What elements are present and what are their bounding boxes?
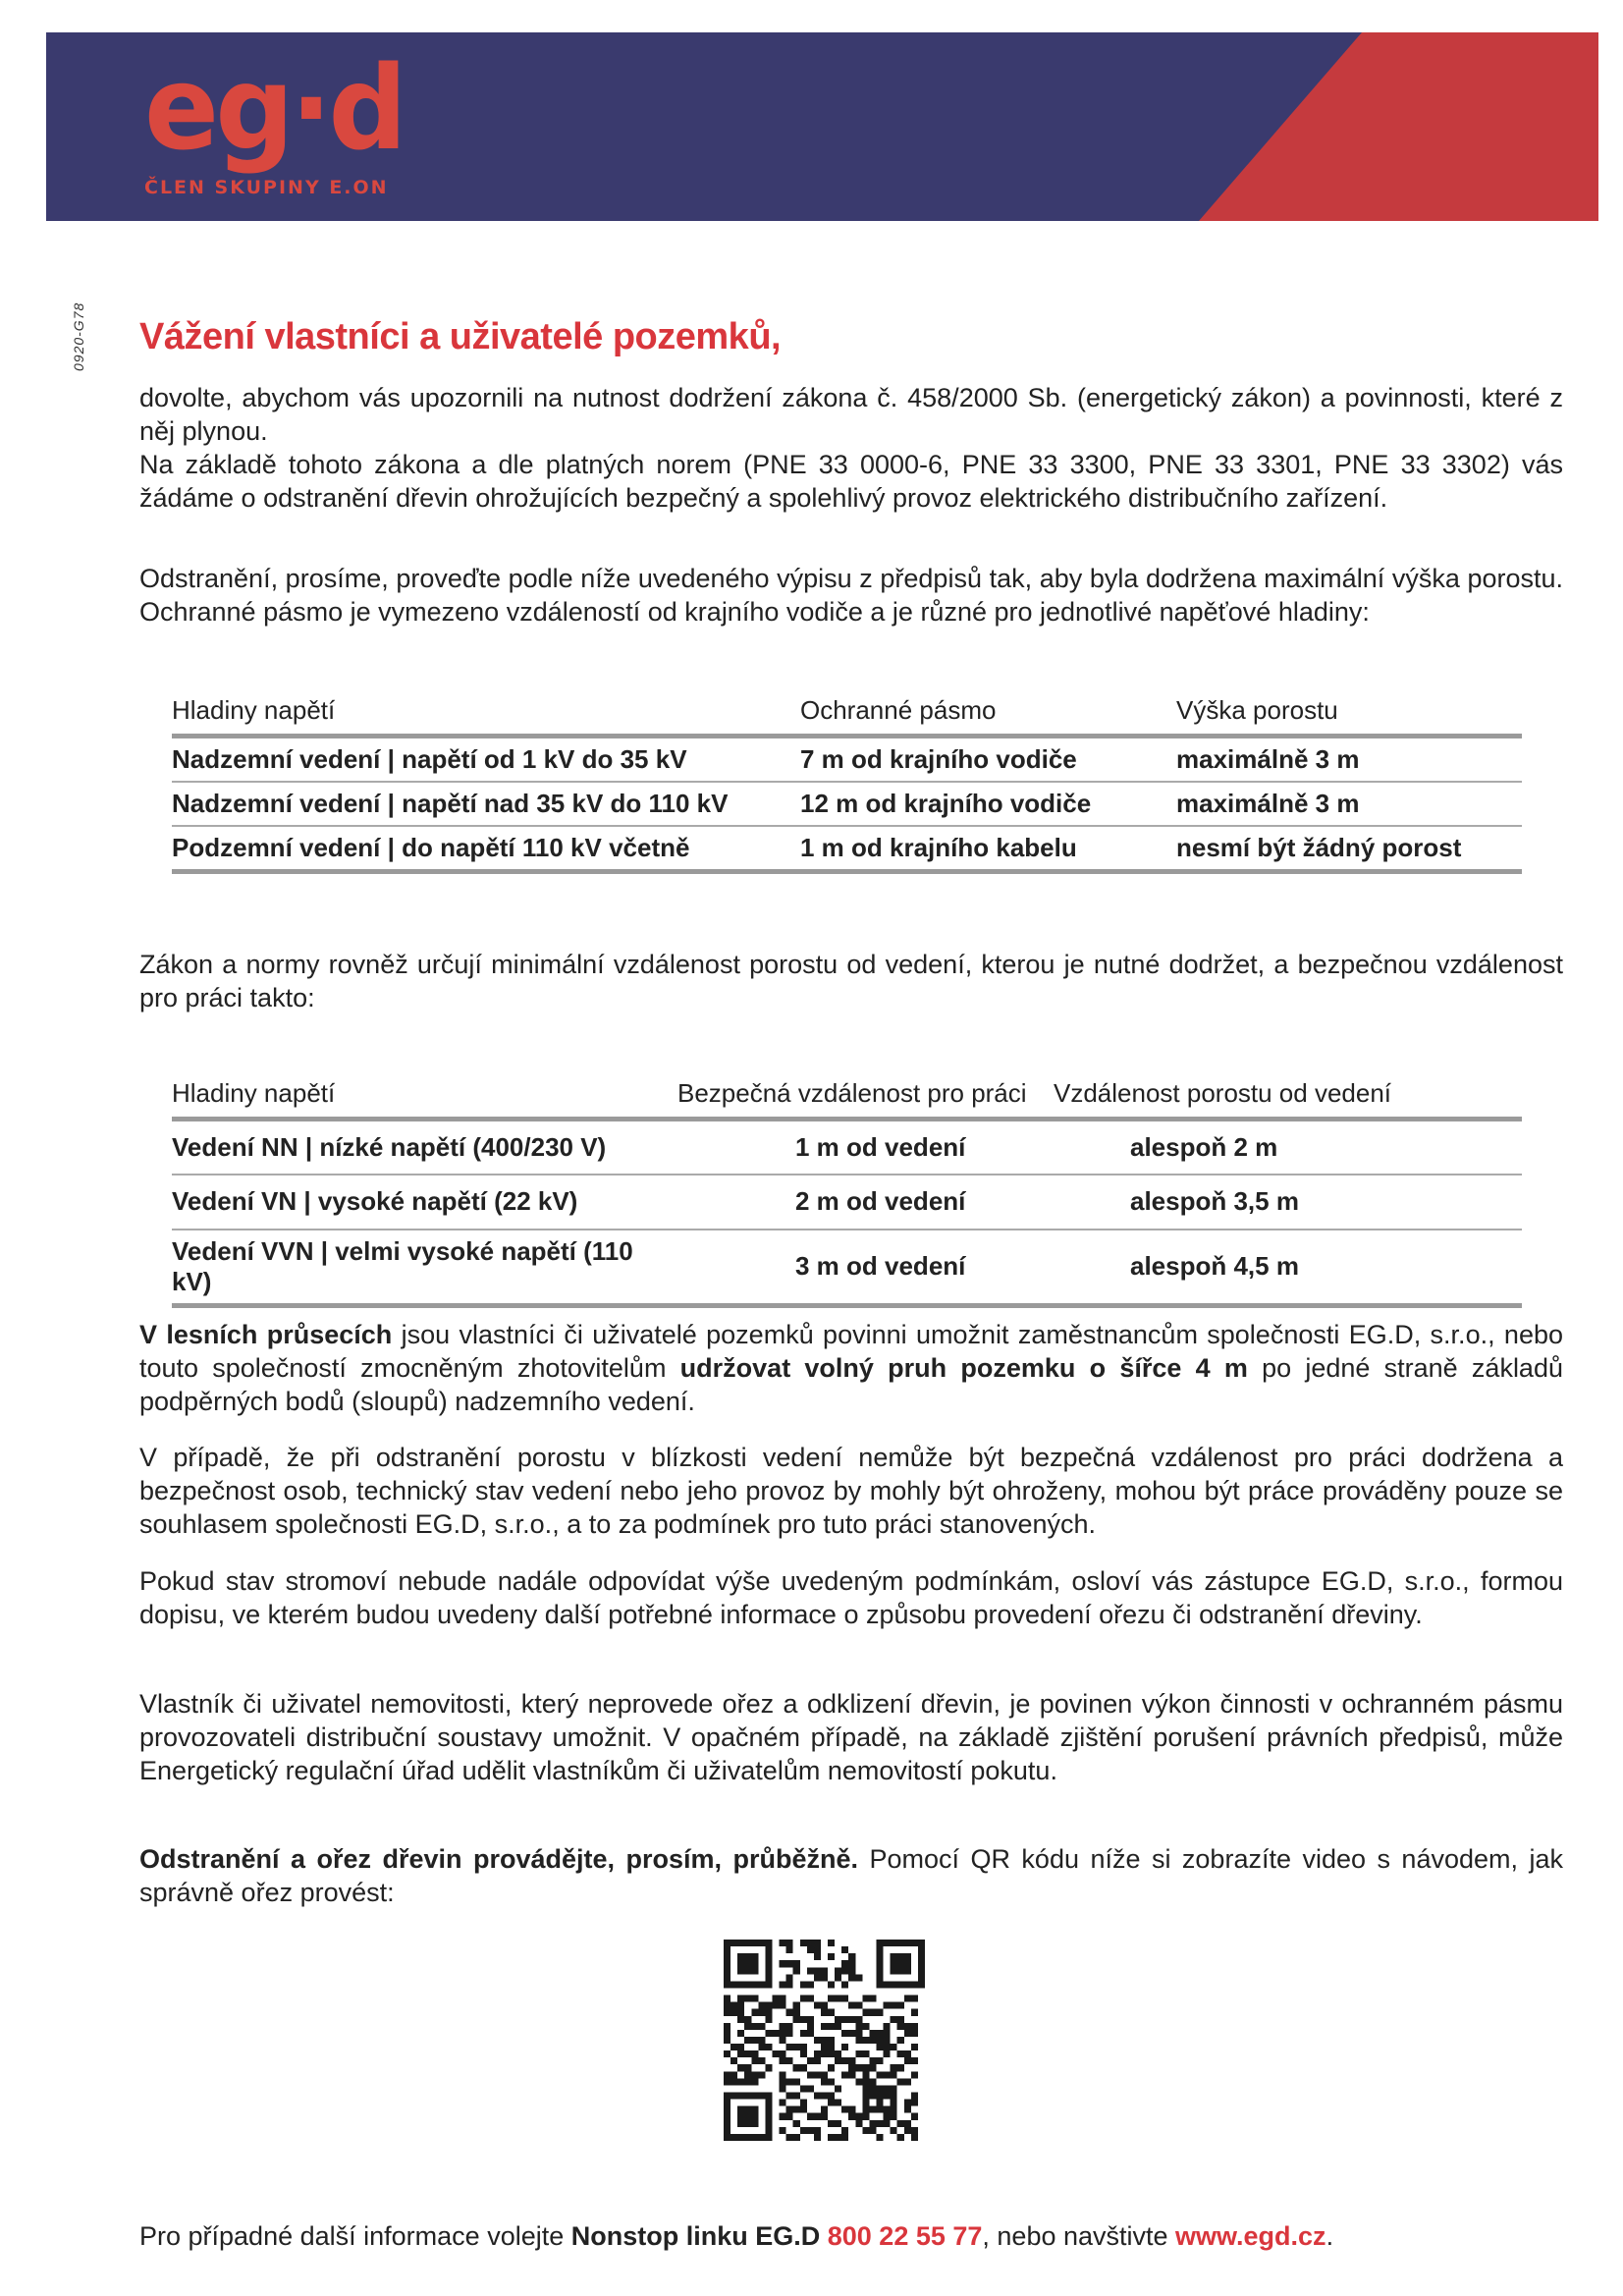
document-code: 0920-G78 bbox=[71, 301, 86, 371]
table-cell: Nadzemní vedení | napětí nad 35 kV do 110 kV bbox=[172, 789, 729, 818]
phone-number-link[interactable]: 800 22 55 77 bbox=[827, 2221, 983, 2251]
table-header: Vzdálenost porostu od vedení bbox=[1054, 1078, 1392, 1108]
footer-text: Pro případné další informace volejte bbox=[139, 2221, 571, 2251]
table-cell: Podzemní vedení | do napětí 110 kV včetně bbox=[172, 833, 690, 862]
table-cell: 2 m od vedení bbox=[795, 1186, 966, 1216]
table-cell: Nadzemní vedení | napětí od 1 kV do 35 kV bbox=[172, 744, 687, 774]
website-link[interactable]: www.egd.cz bbox=[1175, 2221, 1326, 2251]
table-cell: Vedení VVN | velmi vysoké napětí (110 kV) bbox=[172, 1235, 633, 1296]
text: po jedné straně základů podpěrných bodů (sloupů) nadzemního vedení. bbox=[139, 1353, 1563, 1416]
table-row bbox=[172, 826, 1522, 872]
paragraph-penalty: Vlastník či uživatel nemovitosti, který neprovede ořez a odklizení dřevin, je povinen výkon činnosti v ochranném pásmu provozovateli distribuční soustavy umožnit. V opačném případě, na základě zjištění porušení právních předpisů, může Energetický regulační úřad udělit vlastníkům či uživatelům nemovitostí pokutu. bbox=[139, 1689, 1563, 1785]
table-cell: alespoň 3,5 m bbox=[1130, 1186, 1299, 1216]
table-row bbox=[172, 1230, 1522, 1306]
paragraph-qr-instructions bbox=[139, 1842, 1563, 1909]
table-header: Výška porostu bbox=[1176, 695, 1338, 725]
bold-text: udržovat volný pruh pozemku o šířce 4 m bbox=[679, 1353, 1248, 1383]
table-header: Ochranné pásmo bbox=[800, 695, 997, 725]
table-header: Bezpečná vzdálenost pro práci bbox=[677, 1078, 1027, 1108]
table-cell: Vedení NN | nízké napětí (400/230 V) bbox=[172, 1131, 607, 1162]
table-header-row bbox=[172, 1078, 1522, 1120]
table-header: Hladiny napětí bbox=[172, 695, 336, 725]
paragraph-contact: Pokud stav stromoví nebude nadále odpovídat výše uvedeným podmínkám, osloví vás zástupce EG.D, s.r.o., formou dopisu, ve kterém budou uvedeny další potřebné informace o způsobu provedení ořezu či odstranění dřeviny. bbox=[139, 1566, 1563, 1629]
table-row bbox=[172, 1120, 1522, 1175]
safe-distance-table bbox=[172, 1078, 1522, 1308]
table-cell: Vedení VN | vysoké napětí (22 kV) bbox=[172, 1186, 578, 1216]
paragraph-removal: Odstranění, prosíme, proveďte podle níže uvedeného výpisu z předpisů tak, aby byla dodržena maximální výška porostu. Ochranné pásmo je vymezeno vzdáleností od krajního vodiče a je různé pro jednotlivé napěťové hladiny: bbox=[139, 564, 1563, 627]
text: jsou vlastníci či uživatelé pozemků povinni umožnit zaměstnancům společnosti EG.D, s.r.o., nebo touto společností zmocněným zhotovitelům bbox=[139, 1320, 1563, 1383]
qr-code-icon[interactable] bbox=[724, 1940, 925, 2141]
footer-text: , nebo navštivte bbox=[982, 2221, 1176, 2251]
table-cell: maximálně 3 m bbox=[1176, 789, 1360, 818]
table-cell: alespoň 2 m bbox=[1130, 1131, 1278, 1162]
bold-text: V lesních průsecích bbox=[139, 1320, 393, 1349]
table-cell: 7 m od krajního vodiče bbox=[800, 744, 1077, 774]
table-cell: nesmí být žádný porost bbox=[1176, 833, 1462, 862]
footer-text: . bbox=[1325, 2221, 1334, 2251]
table-row bbox=[172, 1175, 1522, 1230]
paragraph-distances: Zákon a normy rovněž určují minimální vzdálenost porostu od vedení, kterou je nutné dodržet, a bezpečnou vzdálenost pro práci takto: bbox=[139, 950, 1563, 1012]
logo-tagline: ČLEN SKUPINY E.ON bbox=[144, 177, 389, 198]
bold-text: Odstranění a ořez dřevin provádějte, prosím, průběžně. bbox=[139, 1844, 858, 1874]
protection-zone-table bbox=[172, 695, 1522, 874]
table-cell: 12 m od krajního vodiče bbox=[800, 789, 1092, 818]
paragraph-forest-aisles bbox=[139, 1318, 1563, 1418]
paragraph-safety: V případě, že při odstranění porostu v blízkosti vedení nemůže být bezpečná vzdálenost pro práci dodržena a bezpečnost osob, technický stav vedení nebo jeho provoz by mohly být ohroženy, mohou být práce prováděny pouze se souhlasem společnosti EG.D, s.r.o., a to za podmínek pro tuto práci stanovených. bbox=[139, 1443, 1563, 1539]
table-header-row bbox=[172, 695, 1522, 737]
header-banner bbox=[46, 32, 1598, 221]
table-cell: maximálně 3 m bbox=[1176, 744, 1360, 774]
table-header: Hladiny napětí bbox=[172, 1078, 336, 1108]
egd-logo: eg·d bbox=[144, 40, 404, 176]
nonstop-line-label: Nonstop linku EG.D bbox=[570, 2221, 828, 2251]
table-cell: 1 m od krajního kabelu bbox=[800, 833, 1077, 862]
paragraph-intro: dovolte, abychom vás upozornili na nutnost dodržení zákona č. 458/2000 Sb. (energetický zákon) a povinnosti, které z něj plynou. bbox=[139, 383, 1563, 446]
text: Pomocí QR kódu níže si zobrazíte video s návodem, jak správně ořez provést: bbox=[139, 1844, 1563, 1907]
page-title: Vážení vlastníci a uživatelé pozemků, bbox=[139, 316, 782, 357]
table-cell: 3 m od vedení bbox=[795, 1251, 966, 1281]
footer-contact bbox=[139, 2221, 1333, 2252]
table-cell: alespoň 4,5 m bbox=[1130, 1251, 1299, 1281]
table-row bbox=[172, 782, 1522, 826]
table-row bbox=[172, 737, 1522, 783]
table-cell: 1 m od vedení bbox=[795, 1131, 966, 1162]
paragraph-norms: Na základě tohoto zákona a dle platných norem (PNE 33 0000-6, PNE 33 3300, PNE 33 3301, PNE 33 3302) vás žádáme o odstranění dřevin ohrožujících bezpečný a spolehlivý provoz elektrického distribučního zařízení. bbox=[139, 450, 1563, 513]
